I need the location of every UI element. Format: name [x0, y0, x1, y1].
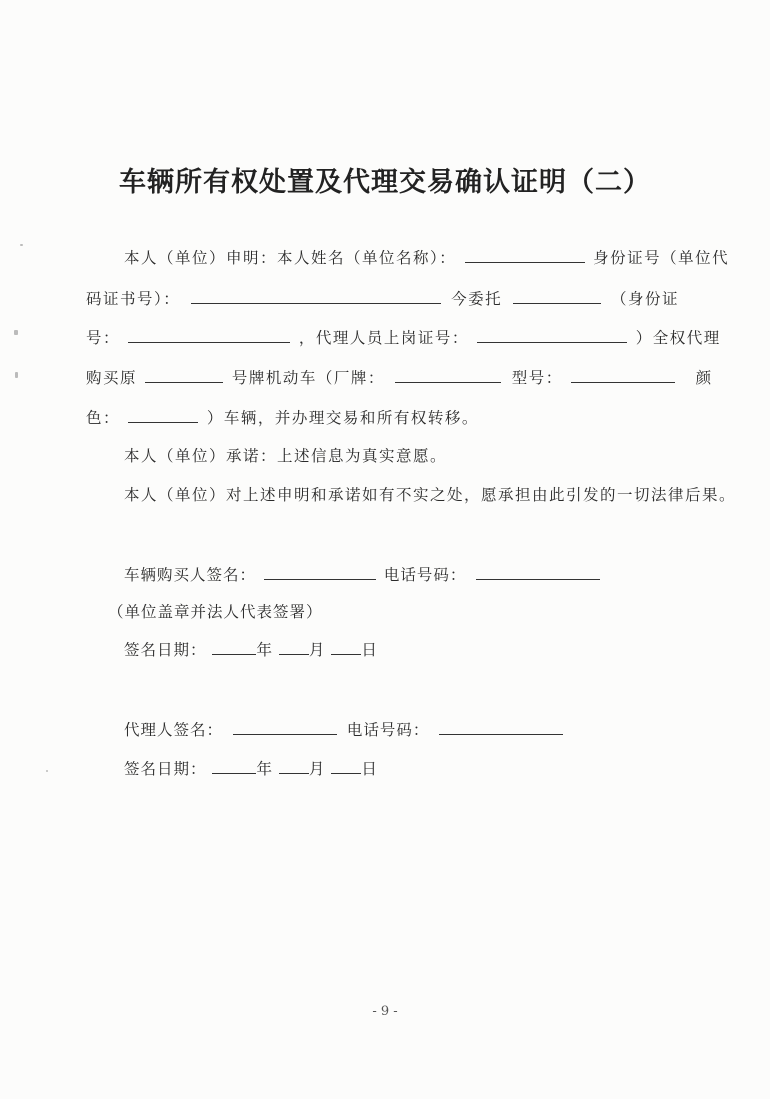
buyer-sign-blank	[264, 565, 376, 580]
color-blank	[128, 408, 198, 423]
buyer-year-label: 年	[256, 641, 273, 659]
agent-year-blank	[212, 759, 256, 774]
id-number-blank	[191, 289, 441, 304]
buyer-year-blank	[212, 640, 256, 655]
agent-signature-row	[124, 718, 567, 740]
buyer-month-blank	[279, 640, 309, 655]
buyer-phone-label: 电话号码：	[383, 566, 467, 584]
agent-year-label: 年	[256, 760, 273, 778]
agent-sign-blank	[233, 720, 337, 735]
agent-phone-blank	[439, 720, 563, 735]
brand-blank	[395, 368, 501, 383]
liability-paragraph: 本人（单位）对上述申明和承诺如有不实之处，愿承担由此引发的一切法律后果。	[124, 486, 737, 504]
declaration-line-3	[86, 326, 721, 348]
declaration-line-4	[86, 366, 713, 388]
buyer-month-label: 月	[308, 641, 326, 659]
plate-number-blank	[145, 368, 223, 383]
declaration-text: ）车辆，并办理交易和所有权转移。	[206, 409, 479, 427]
buyer-signature-row	[124, 563, 604, 585]
page-number: - 9 -	[372, 1004, 398, 1019]
declaration-text: （身份证	[611, 290, 680, 308]
declaration-text: 身份证号（单位代	[593, 249, 730, 267]
buyer-seal-note: （单位盖章并法人代表签署）	[108, 603, 323, 621]
agent-month-blank	[279, 759, 309, 774]
buyer-phone-blank	[476, 565, 600, 580]
name-blank	[465, 248, 585, 263]
declaration-line-5	[86, 406, 479, 428]
model-blank	[571, 368, 675, 383]
agent-day-label: 日	[361, 760, 378, 778]
buyer-day-label: 日	[361, 641, 378, 659]
commitment-paragraph: 本人（单位）承诺：上述信息为真实意愿。	[124, 447, 448, 465]
buyer-date-label: 签名日期：	[124, 641, 207, 659]
declaration-text: 本人（单位）申明：本人姓名（单位名称）：	[124, 249, 457, 267]
declaration-text: 号牌机动车（厂牌：	[231, 369, 385, 387]
agent-month-label: 月	[308, 760, 326, 778]
declaration-text: ）全权代理	[635, 329, 721, 347]
agent-date-row	[124, 757, 378, 779]
declaration-text: 码证书号）：	[86, 290, 181, 308]
declaration-text: 今委托	[451, 290, 503, 308]
declaration-text: 购买原	[86, 369, 138, 387]
declaration-line-2	[86, 287, 679, 309]
agent-sign-label: 代理人签名：	[124, 721, 224, 739]
buyer-date-row	[124, 638, 378, 660]
scan-speck	[20, 244, 23, 246]
agent-license-blank	[477, 328, 627, 343]
scan-speck	[14, 330, 18, 335]
document-title: 车辆所有权处置及代理交易确认证明（二）	[119, 167, 651, 198]
agent-date-label: 签名日期：	[124, 760, 207, 778]
buyer-sign-label: 车辆购买人签名：	[124, 566, 257, 584]
declaration-text: 色：	[86, 409, 121, 427]
scan-speck	[15, 372, 18, 378]
agent-phone-label: 电话号码：	[346, 721, 430, 739]
declaration-text: ，代理人员上岗证号：	[298, 329, 469, 347]
declaration-text: 颜	[695, 369, 713, 387]
scan-speck	[46, 770, 48, 772]
declaration-text: 型号：	[511, 369, 563, 387]
buyer-day-blank	[331, 640, 361, 655]
agent-id-blank	[128, 328, 290, 343]
declaration-text: 号：	[86, 329, 121, 347]
agent-day-blank	[331, 759, 361, 774]
entrusted-person-blank	[513, 289, 601, 304]
declaration-line-1	[124, 246, 729, 268]
